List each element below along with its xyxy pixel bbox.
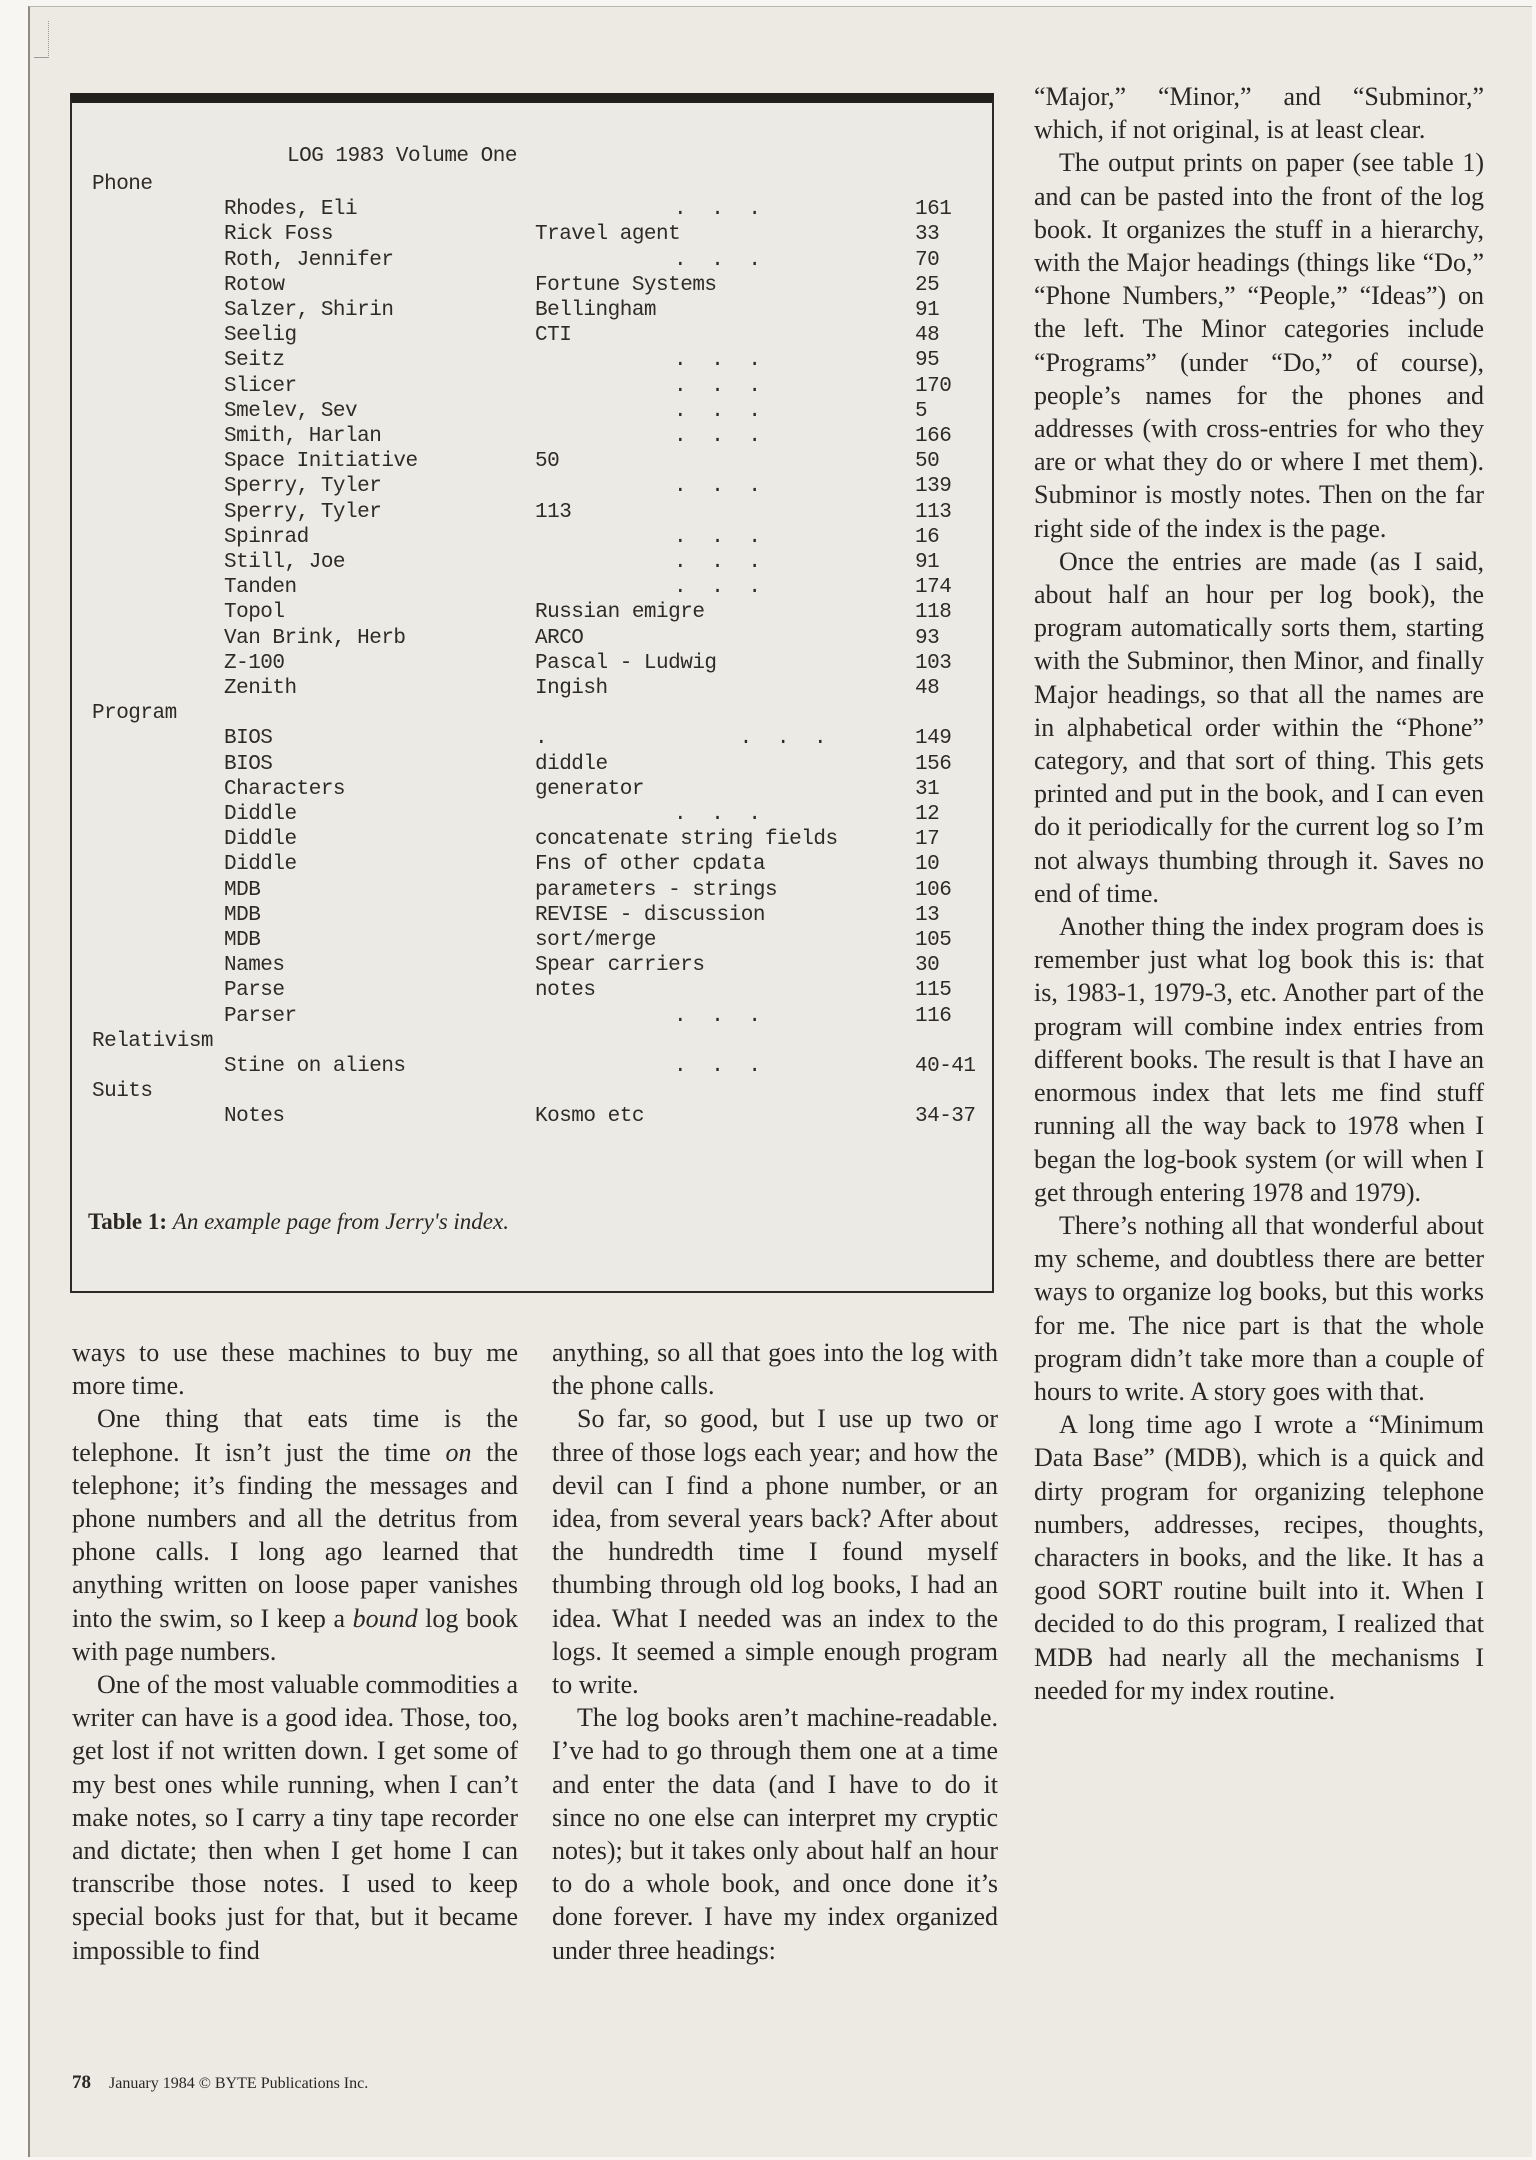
table-row (72, 1005, 992, 1031)
subminor-entry: 113 (535, 500, 572, 524)
minor-entry: Sperry, Tyler (224, 500, 382, 524)
page-ref: 116 (915, 1004, 952, 1028)
minor-entry: Diddle (224, 828, 297, 852)
article-paragraph: The log books aren’t machine-readable. I’ve had to go through them one at a time and enter the data (and I have to do it since no one else can interpret my cryptic notes); but it takes only about half an hour to do a whole book, and once done it’s done forever. I have my index organized under three headings: (552, 1703, 998, 1965)
minor-entry: Space Initiative (224, 450, 418, 474)
minor-entry: Characters (224, 777, 346, 801)
subminor-entry: Bellingham (535, 299, 657, 322)
table-row (72, 400, 992, 426)
table-row (72, 753, 992, 779)
subminor-entry: . . . (674, 399, 768, 423)
minor-entry: Van Brink, Herb (224, 626, 406, 650)
table-row (72, 223, 992, 249)
subminor-entry: . . . (674, 1055, 768, 1078)
major-heading: Suits (92, 1080, 153, 1104)
page-ref: 16 (915, 525, 940, 549)
table-row (72, 778, 992, 804)
subminor-entry: . . . (674, 803, 768, 826)
page-ref: 156 (915, 752, 952, 776)
page-ref: 106 (915, 878, 952, 902)
table-row (72, 349, 992, 375)
page-ref: 10 (915, 853, 940, 877)
page-ref: 30 (915, 954, 940, 978)
minor-entry: Parse (224, 979, 285, 1003)
major-heading: Program (92, 702, 177, 726)
article-paragraph: Another thing the index program does is remember just what log book this is: that is, 1983-1, 1979-3, etc. Another part of the program will combine index entries from different books. The result is that I have an enormous index that lets me find stuff running all the way back to 1978 when I began the log-book system (or will when I get through entering 1978 and 1979). (1034, 912, 1484, 1207)
minor-entry: Seitz (224, 349, 285, 373)
page-ref: 33 (915, 223, 940, 247)
table-row (72, 198, 992, 224)
footer-credit: January 1984 © BYTE Publications Inc. (109, 2075, 369, 2092)
table-row (72, 299, 992, 325)
subminor-entry: . . . (674, 475, 768, 499)
minor-entry: Parser (224, 1004, 297, 1028)
table-row (72, 677, 992, 703)
subminor-entry: . . . . (535, 727, 833, 751)
article-paragraph: “Major,” “Minor,” and “Subminor,” which, if not original, is at least clear. (1034, 82, 1484, 145)
article-paragraph: One of the most valuable commodities a writer can have is a good idea. Those, too, get lost if not written down. I get some of my best ones while running, when I can’t make notes, so I carry a tiny tape recorder and dictate; then when I get home I can transcribe those notes. I used to keep special books just for that, but it became impossible to find (72, 1670, 518, 1965)
subminor-entry: generator (535, 777, 644, 801)
subminor-entry: ARCO (535, 626, 584, 650)
page-ref: 118 (915, 601, 952, 625)
page-ref: 48 (915, 324, 940, 348)
minor-entry: Slicer (224, 374, 297, 398)
page-ref: 93 (915, 626, 940, 650)
table-row (72, 853, 992, 879)
subminor-entry: . . . (674, 349, 768, 373)
article-paragraph: There’s nothing all that wonderful about my scheme, and doubtless there are better ways to organize log books, but this works for me. The nice part is that the whole program didn’t take more than a couple of hours to write. A story goes with that. (1034, 1210, 1484, 1406)
page-ref: 48 (915, 677, 940, 700)
table-row (72, 425, 992, 451)
subminor-entry: . . . (674, 425, 768, 448)
major-heading: Phone (92, 173, 153, 196)
page-ref: 34-37 (915, 1105, 976, 1129)
minor-entry: Diddle (224, 803, 297, 826)
minor-entry: Still, Joe (224, 551, 346, 574)
subminor-entry: Fns of other cpdata (535, 853, 765, 877)
minor-entry: Stine on aliens (224, 1055, 406, 1078)
minor-entry: Seelig (224, 324, 297, 348)
table-title: LOG 1983 Volume One (287, 145, 517, 168)
subminor-entry: Russian emigre (535, 601, 705, 625)
table-row (72, 652, 992, 678)
table-row (72, 879, 992, 905)
article-column-left (72, 1336, 518, 1967)
minor-entry: Names (224, 954, 285, 978)
subminor-entry: notes (535, 979, 596, 1003)
minor-entry: Zenith (224, 677, 297, 700)
table-row (72, 1055, 992, 1081)
table-row (72, 1105, 992, 1131)
minor-entry: Smelev, Sev (224, 399, 358, 423)
page-ref: 149 (915, 727, 952, 751)
page-ref: 50 (915, 450, 940, 474)
subminor-entry: Travel agent (535, 223, 681, 247)
minor-entry: Diddle (224, 853, 297, 877)
subminor-entry: Pascal - Ludwig (535, 651, 717, 675)
caption-label: Table 1: (88, 1209, 168, 1234)
subminor-entry: Fortune Systems (535, 273, 717, 297)
page-ref: 5 (915, 399, 928, 423)
crop-mark (34, 21, 49, 58)
minor-entry: Notes (224, 1105, 285, 1129)
table-row (72, 954, 992, 980)
page-number: 78 (72, 2072, 91, 2093)
minor-entry: Salzer, Shirin (224, 299, 394, 322)
table-row (72, 526, 992, 552)
table-row (72, 929, 992, 955)
page-ref: 91 (915, 299, 940, 322)
subminor-entry: . . . (674, 551, 768, 574)
subminor-entry: REVISE - discussion (535, 903, 765, 927)
table-row (72, 450, 992, 476)
subminor-entry: . . . (674, 1004, 768, 1028)
subminor-entry: CTI (535, 324, 572, 348)
table-row (72, 375, 992, 401)
major-heading: Relativism (92, 1029, 214, 1053)
page-ref: 103 (915, 651, 952, 675)
minor-entry: Z-100 (224, 651, 285, 675)
article-paragraph: ways to use these machines to buy me more time. (72, 1338, 518, 1401)
minor-entry: Tanden (224, 576, 297, 600)
subminor-entry: . . . (674, 576, 768, 600)
subminor-entry: diddle (535, 752, 608, 776)
table-row (72, 551, 992, 577)
page-ref: 17 (915, 828, 940, 852)
index-table (70, 93, 994, 1293)
table-caption (88, 1209, 509, 1235)
table-row (72, 627, 992, 653)
subminor-entry: 50 (535, 450, 560, 474)
caption-text: An example page from Jerry's index. (172, 1209, 509, 1234)
subminor-entry: . . . (674, 248, 768, 272)
page-ref: 40-41 (915, 1055, 976, 1078)
minor-entry: Spinrad (224, 525, 309, 549)
page-ref: 25 (915, 273, 940, 297)
subminor-entry: parameters - strings (535, 878, 778, 902)
table-row (72, 904, 992, 930)
minor-entry: Rick Foss (224, 223, 333, 247)
page-ref: 70 (915, 248, 940, 272)
table-row (72, 324, 992, 350)
minor-entry: BIOS (224, 752, 273, 776)
page-ref: 95 (915, 349, 940, 373)
subminor-entry: Ingish (535, 677, 608, 700)
article-paragraph: A long time ago I wrote a “Minimum Data Base” (MDB), which is a quick and dirty program for organizing telephone numbers, addresses, recipes, thoughts, characters in books, and the like. It has a good SORT routine built into it. When I decided to do this program, I realized that MDB had nearly all the mechanisms I needed for my index routine. (1034, 1410, 1484, 1705)
minor-entry: Topol (224, 601, 285, 625)
page-ref: 12 (915, 803, 940, 826)
page-ref: 105 (915, 929, 952, 952)
minor-entry: MDB (224, 903, 261, 927)
page-ref: 161 (915, 198, 952, 222)
subminor-entry: concatenate string fields (535, 828, 838, 852)
page-ref: 170 (915, 374, 952, 398)
table-row (72, 979, 992, 1005)
minor-entry: MDB (224, 878, 261, 902)
minor-entry: Sperry, Tyler (224, 475, 382, 499)
page-ref: 115 (915, 979, 952, 1003)
article-paragraph: So far, so good, but I use up two or three of those logs each year; and how the devil can I find a phone number, or an idea, from several years back? After about the hundredth time I found myself thumbing through old log books, I had an idea. What I needed was an index to the logs. It seemed a simple enough program to write. (552, 1404, 998, 1700)
article-column-middle (552, 1336, 998, 1967)
page-ref: 139 (915, 475, 952, 499)
minor-entry: Rotow (224, 273, 285, 297)
minor-entry: MDB (224, 929, 261, 952)
table-row (72, 828, 992, 854)
minor-entry: Rhodes, Eli (224, 198, 358, 222)
page-ref: 13 (915, 903, 940, 927)
subminor-entry: Spear carriers (535, 954, 705, 978)
table-row (72, 803, 992, 829)
page-ref: 174 (915, 576, 952, 600)
subminor-entry: Kosmo etc (535, 1105, 644, 1129)
page-footer (72, 2072, 368, 2094)
subminor-entry: . . . (674, 525, 768, 549)
article-paragraph: Once the entries are made (as I said, about half an hour per log book), the program automatically sorts them, starting with the Subminor, then Minor, and finally Major headings, so that all the names are in alphabetical order within the “Phone” category, and that sort of thing. This gets printed and put in the book, and I can even do it periodically for the current log so I’m not always thumbing through it. Saves no end of time. (1034, 546, 1484, 908)
minor-entry: Roth, Jennifer (224, 248, 394, 272)
table-row (72, 475, 992, 501)
subminor-entry: . . . (674, 198, 768, 222)
minor-entry: BIOS (224, 727, 273, 751)
table-row (72, 249, 992, 275)
subminor-entry: . . . (674, 374, 768, 398)
minor-entry: Smith, Harlan (224, 425, 382, 448)
page-ref: 166 (915, 425, 952, 448)
table-row (72, 601, 992, 627)
table-row (72, 727, 992, 753)
article-paragraph: One thing that eats time is the telephone. It isn’t just the time on the telephone; it’s finding the messages and phone numbers and all the detritus from phone calls. I long ago learned that anything written on loose paper vanishes into the swim, so I keep a bound log book with page numbers. (72, 1404, 519, 1666)
table-row (72, 274, 992, 300)
article-column-right (1034, 80, 1484, 1707)
article-paragraph: The output prints on paper (see table 1) and can be pasted into the front of the log book. It organizes the stuff in a hierarchy, with the Major headings (things like “Do,” “Phone Numbers,” “People,” “Ideas”) on the left. The Minor categories include “Programs” (under “Do,” of course), people’s names for the phones and addresses (with cross-entries for who they are or what they do or where I met them). Subminor is mostly notes. Then on the far right side of the index is the page. (1034, 148, 1484, 543)
table-row (72, 501, 992, 527)
page-ref: 91 (915, 551, 940, 574)
article-paragraph: anything, so all that goes into the log with the phone calls. (552, 1338, 998, 1401)
table-row (72, 576, 992, 602)
page-ref: 31 (915, 777, 940, 801)
subminor-entry: sort/merge (535, 929, 657, 952)
page-ref: 113 (915, 500, 952, 524)
